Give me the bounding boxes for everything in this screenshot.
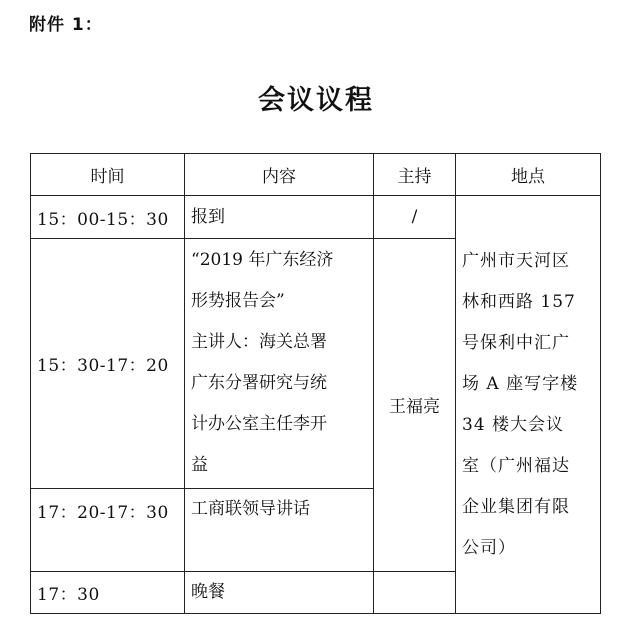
venue-line: 公司） [462,537,516,558]
row-time: 17：30 [31,571,185,614]
header-content: 内容 [185,154,374,196]
attachment-label: 附件 1： [29,15,103,35]
row-host [374,571,456,614]
document-title: 会议议程 [258,85,374,116]
content-line: 益 [191,455,208,476]
content-line: 主讲人：海关总署 [191,332,327,353]
row-content [185,196,374,238]
content-line: “2019 年广东经济 [191,250,334,271]
venue-line: 企业集团有限 [462,496,570,517]
row-content [185,571,374,614]
venue-line: 34 楼大会议 [462,414,565,435]
content-line: 报到 [191,206,225,227]
header-host: 主持 [374,154,456,196]
venue-line: 号保利中汇广 [462,332,570,353]
content-line: 形势报告会” [191,291,285,312]
row-content [185,488,374,571]
content-line: 晚餐 [191,581,225,602]
content-line: 广东分署研究与统 [191,373,327,394]
venue-line: 林和西路 157 [462,291,576,312]
header-venue: 地点 [456,154,601,196]
row-host: / [374,196,456,238]
row-time: 15：00-15：30 [31,196,185,238]
agenda-table [30,153,601,614]
row-host: 王福亮 [374,238,456,571]
row-time: 17：20-17：30 [31,488,185,571]
row-time: 15：30-17：20 [31,238,185,488]
header-row [31,154,601,196]
venue-line: 室（广州福达 [462,455,570,476]
venue-line: 场 A 座写字楼 [462,373,579,394]
venue-cell [456,196,601,614]
venue-line: 广州市天河区 [462,250,570,271]
content-line: 计办公室主任李开 [191,414,327,435]
row-content [185,238,374,488]
content-line: 工商联领导讲话 [191,498,310,519]
header-time: 时间 [31,154,185,196]
table-row [31,196,601,238]
